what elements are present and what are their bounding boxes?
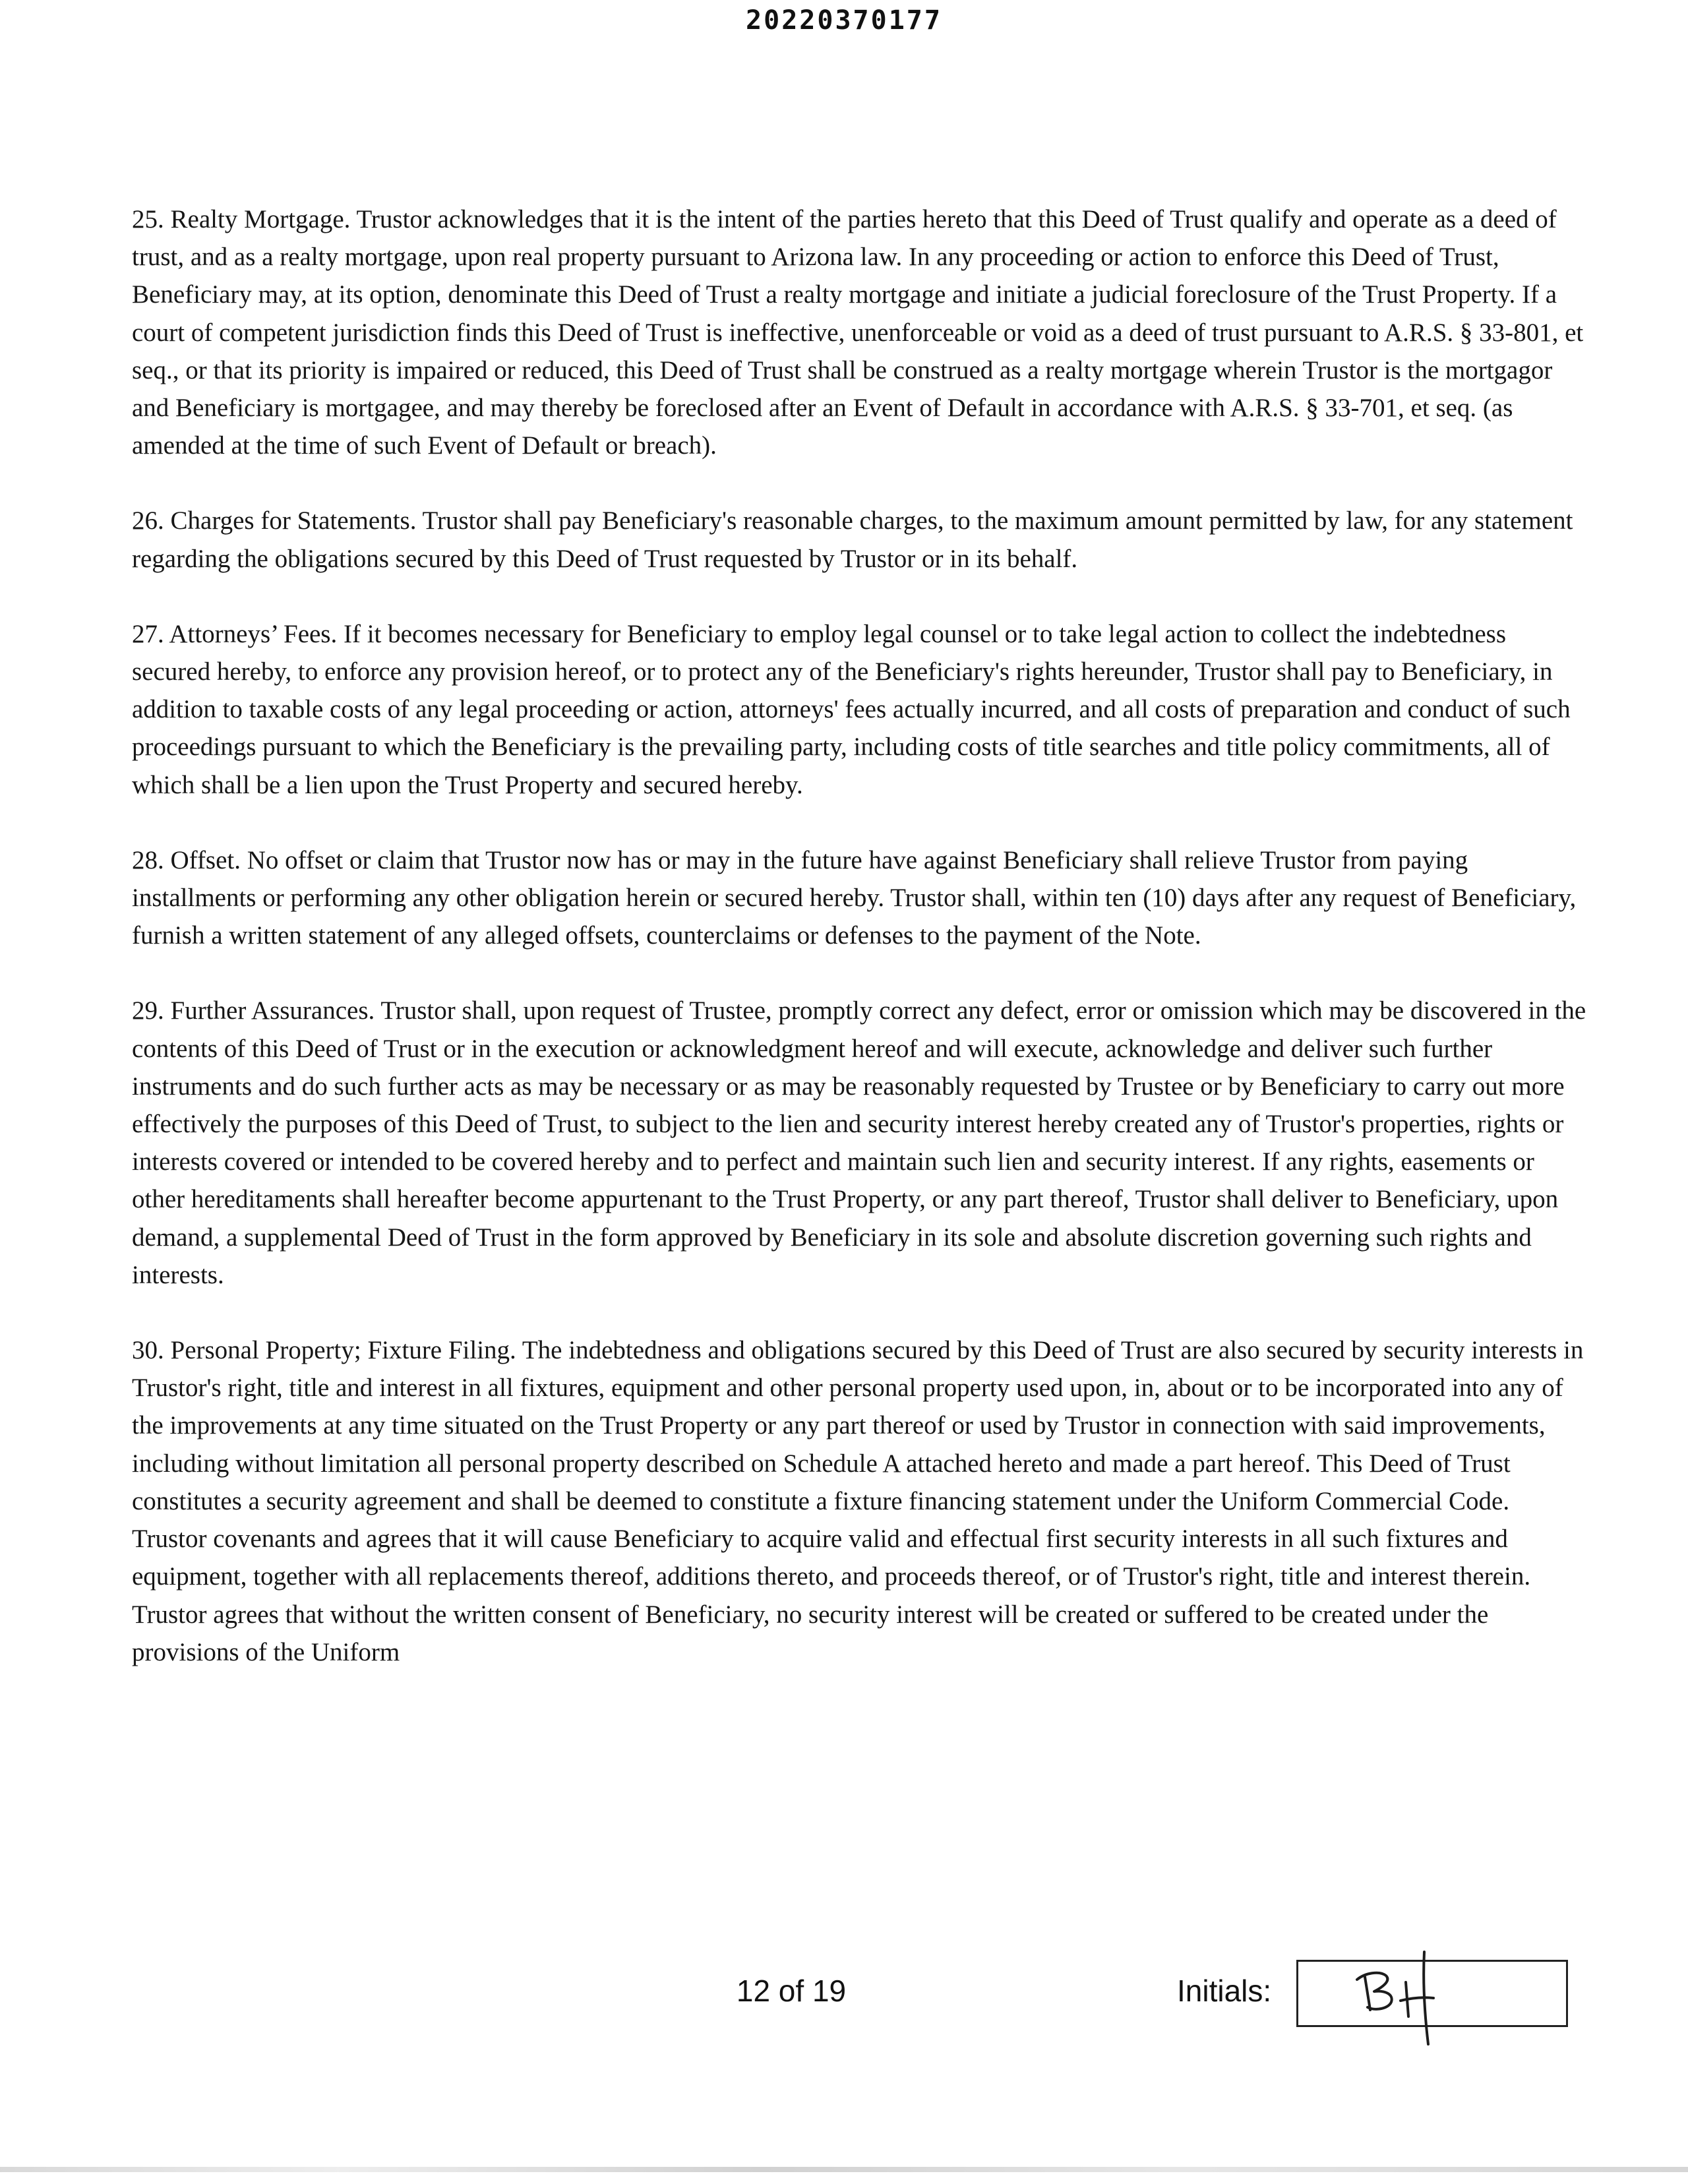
- paragraph-28-offset: 28. Offset. No offset or claim that Trustor now has or may in the future have against Beneficiary shall relieve Trustor from paying installments or performing any other obligation herein or secured hereby. Trustor shall, within ten (10) days after any request of Beneficiary, furnish a written statement of any alleged offsets, counterclaims or defenses to the payment of the Note.: [132, 845, 1577, 950]
- page-number: 12 of 19: [736, 1974, 847, 2008]
- recording-number: 20220370177: [746, 5, 942, 36]
- paragraph-26-charges-for-statements: 26. Charges for Statements. Trustor shall pay Beneficiary's reasonable charges, to the maximum amount permitted by law, for any statement regarding the obligations secured by this Deed of Trust requested by Trustor or in its behalf.: [132, 506, 1573, 573]
- paragraph-25-realty-mortgage: 25. Realty Mortgage. Trustor acknowledges that it is the intent of the parties hereto that this Deed of Trust qualify and operate as a deed of trust, and as a realty mortgage, upon real property pursuant to Arizona law. In any proceeding or action to enforce this Deed of Trust, Beneficiary may, at its option, denominate this Deed of Trust a realty mortgage and initiate a judicial foreclosure of the Trust Property. If a court of competent jurisdiction finds this Deed of Trust is ineffective, unenforceable or void as a deed of trust pursuant to A.R.S. § 33-801, et seq., or that its priority is impaired or reduced, this Deed of Trust shall be construed as a realty mortgage wherein Trustor is the mortgagor and Beneficiary is mortgagee, and may thereby be foreclosed after an Event of Default in accordance with A.R.S. § 33-701, et seq. (as amended at the time of such Event of Default or breach).: [132, 205, 1584, 460]
- paragraph-27-attorneys-fees: 27. Attorneys’ Fees. If it becomes necessary for Beneficiary to employ legal counsel or to take legal action to collect the indebtedness secured hereby, to enforce any provision hereof, or to protect any of the Beneficiary's rights hereunder, Trustor shall pay to Beneficiary, in addition to taxable costs of any legal proceeding or action, attorneys' fees actually incurred, and all costs of preparation and conduct of such proceedings pursuant to which the Beneficiary is the prevailing party, including costs of title searches and title policy commitments, all of which shall be a lien upon the Trust Property and secured hereby.: [132, 619, 1571, 799]
- scan-artifact-line: [0, 2167, 1688, 2172]
- paragraph-29-further-assurances: 29. Further Assurances. Trustor shall, upon request of Trustee, promptly correct any defect, error or omission which may be discovered in the contents of this Deed of Trust or in the execution or acknowledgment hereof and will execute, acknowledge and deliver such further instruments and do such further acts as may be necessary or as may be reasonably requested by Trustee or by Beneficiary to carry out more effectively the purposes of this Deed of Trust, to subject to the lien and security interest hereby created any of Trustor's properties, rights or interests covered or intended to be covered hereby and to perfect and maintain such lien and security interest. If any rights, easements or other hereditaments shall hereafter become appurtenant to the Trust Property, or any part thereof, Trustor shall deliver to Beneficiary, upon demand, a supplemental Deed of Trust in the form approved by Beneficiary in its sole and absolute discretion governing such rights and interests.: [132, 996, 1586, 1289]
- paragraph-30-personal-property: 30. Personal Property; Fixture Filing. The indebtedness and obligations secured by this Deed of Trust are also secured by security interests in Trustor's right, title and interest in all fixtures, equipment and other personal property used upon, in, about or to be incorporated into any of the improvements at any time situated on the Trust Property or any part thereof or used by Trustor in connection with said improvements, including without limitation all personal property described on Schedule A attached hereto and made a part hereof. This Deed of Trust constitutes a security agreement and shall be deemed to constitute a fixture financing statement under the Uniform Commercial Code. Trustor covenants and agrees that it will cause Beneficiary to acquire valid and effectual first security interests in all such fixtures and equipment, together with all replacements thereof, additions thereto, and proceeds thereof, or of Trustor's right, title and interest therein. Trustor agrees that without the written consent of Beneficiary, no security interest will be created or suffered to be created under the provisions of the Uniform: [132, 1336, 1584, 1666]
- document-body: [132, 200, 1589, 1671]
- initials-signature: [1345, 1939, 1464, 2051]
- initials-label: Initials:: [1177, 1974, 1272, 2008]
